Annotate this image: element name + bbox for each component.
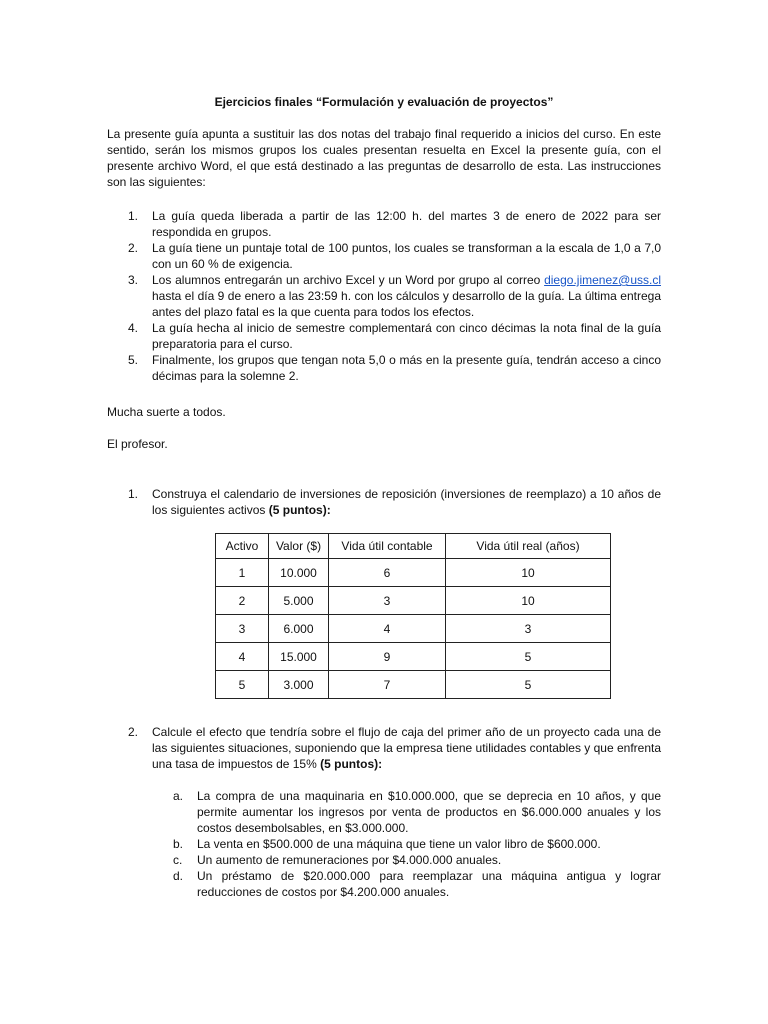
list-item: [128, 272, 661, 320]
table-cell: 5: [446, 643, 611, 671]
table-cell: 5.000: [269, 587, 329, 615]
table-cell: 6: [329, 559, 446, 587]
table-cell: 9: [329, 643, 446, 671]
table-header: Activo: [216, 534, 269, 559]
assets-table: [215, 533, 611, 699]
table-cell: 10: [446, 587, 611, 615]
table-header-row: [216, 534, 611, 559]
question-2: [128, 724, 662, 772]
email-link[interactable]: diego.jimenez@uss.cl: [544, 273, 661, 287]
subitem-letter: c.: [173, 853, 183, 867]
list-item: [173, 836, 661, 852]
table-row: [216, 643, 611, 671]
table-header: Vida útil contable: [329, 534, 446, 559]
table-cell: 15.000: [269, 643, 329, 671]
subitem-letter: d.: [173, 869, 184, 883]
item-text: La guía hecha al inicio de semestre complementará con cinco décimas la nota final de la guía preparatoria para el curso.: [152, 321, 661, 351]
table-cell: 3: [446, 615, 611, 643]
item-number: 1.: [128, 209, 139, 223]
item-text: Finalmente, los grupos que tengan nota 5,0 o más en la presente guía, tendrán acceso a cinco décimas para la solemne 2.: [152, 353, 661, 383]
signature-text: El profesor.: [107, 437, 168, 451]
instructions-list: [128, 208, 661, 384]
question-text: Construya el calendario de inversiones de reposición (inversiones de reemplazo) a 10 años de los siguientes activos: [152, 487, 661, 517]
subitem-text: La compra de una maquinaria en $10.000.000, que se deprecia en 10 años, y que permite aumentar los ingresos por venta de productos en $6.000.000 anuales y los costos desembolsables, en $3.000.000.: [197, 789, 661, 835]
table-row: [216, 615, 611, 643]
document-title: Ejercicios finales “Formulación y evaluación de proyectos”: [214, 95, 554, 109]
table-row: [216, 587, 611, 615]
table-header: Vida útil real (años): [446, 534, 611, 559]
table-cell: 2: [216, 587, 269, 615]
item-text: La guía queda liberada a partir de las 12:00 h. del martes 3 de enero de 2022 para ser respondida en grupos.: [152, 209, 661, 239]
item-number: 3.: [128, 273, 139, 287]
list-item: [173, 788, 661, 836]
table-cell: 3: [329, 587, 446, 615]
closing-text: Mucha suerte a todos.: [107, 405, 226, 419]
item-text-after: hasta el día 9 de enero a las 23:59 h. con los cálculos y desarrollo de la guía. La última entrega antes del plazo fatal es la que cuenta para todos los efectos.: [152, 289, 661, 319]
table-header: Valor ($): [269, 534, 329, 559]
list-item: [128, 208, 661, 240]
table-cell: 3: [216, 615, 269, 643]
intro-paragraph: La presente guía apunta a sustituir las dos notas del trabajo final requerido a inicios del curso. En este sentido, serán los mismos grupos los cuales presentan resuelta en Excel la presente guía, con el presente archivo Word, el que está destinado a las preguntas de desarrollo de esta. Las instrucciones son las siguientes:: [107, 127, 661, 189]
list-item: [128, 724, 662, 772]
question-1: [128, 486, 661, 518]
table-cell: 3.000: [269, 671, 329, 699]
table-cell: 4: [216, 643, 269, 671]
question-number: 1.: [128, 487, 139, 501]
subitem-letter: a.: [173, 789, 184, 803]
item-number: 5.: [128, 353, 139, 367]
question-number: 2.: [128, 725, 139, 739]
table-row: [216, 559, 611, 587]
subitem-letter: b.: [173, 837, 184, 851]
table-cell: 1: [216, 559, 269, 587]
list-item: [128, 352, 661, 384]
table-cell: 6.000: [269, 615, 329, 643]
subitem-text: La venta en $500.000 de una máquina que tiene un valor libro de $600.000.: [197, 837, 601, 851]
table-row: [216, 671, 611, 699]
question-points: (5 puntos):: [268, 503, 331, 517]
table-cell: 7: [329, 671, 446, 699]
list-item: [128, 240, 661, 272]
table-cell: 5: [216, 671, 269, 699]
table-cell: 10.000: [269, 559, 329, 587]
table-cell: 4: [329, 615, 446, 643]
table-cell: 10: [446, 559, 611, 587]
list-item: [128, 486, 661, 518]
subitem-text: Un aumento de remuneraciones por $4.000.000 anuales.: [197, 853, 502, 867]
item-text: La guía tiene un puntaje total de 100 puntos, los cuales se transforman a la escala de 1,0 a 7,0 con un 60 % de exigencia.: [152, 241, 661, 271]
subitem-text: Un préstamo de $20.000.000 para reemplazar una máquina antigua y lograr reducciones de costos por $4.200.000 anuales.: [197, 869, 661, 899]
item-text-before: Los alumnos entregarán un archivo Excel y un Word por grupo al correo: [152, 273, 545, 287]
question-points: (5 puntos):: [320, 757, 383, 771]
list-item: [173, 852, 661, 868]
question-2-subitems: [173, 788, 661, 900]
list-item: [173, 868, 661, 900]
item-number: 4.: [128, 321, 139, 335]
item-number: 2.: [128, 241, 139, 255]
list-item: [128, 320, 661, 352]
table-cell: 5: [446, 671, 611, 699]
question-text: Calcule el efecto que tendría sobre el flujo de caja del primer año de un proyecto cada una de las siguientes situaciones, suponiendo que la empresa tiene utilidades contables y que enfrenta una tasa de impuestos de 15%: [152, 725, 662, 771]
